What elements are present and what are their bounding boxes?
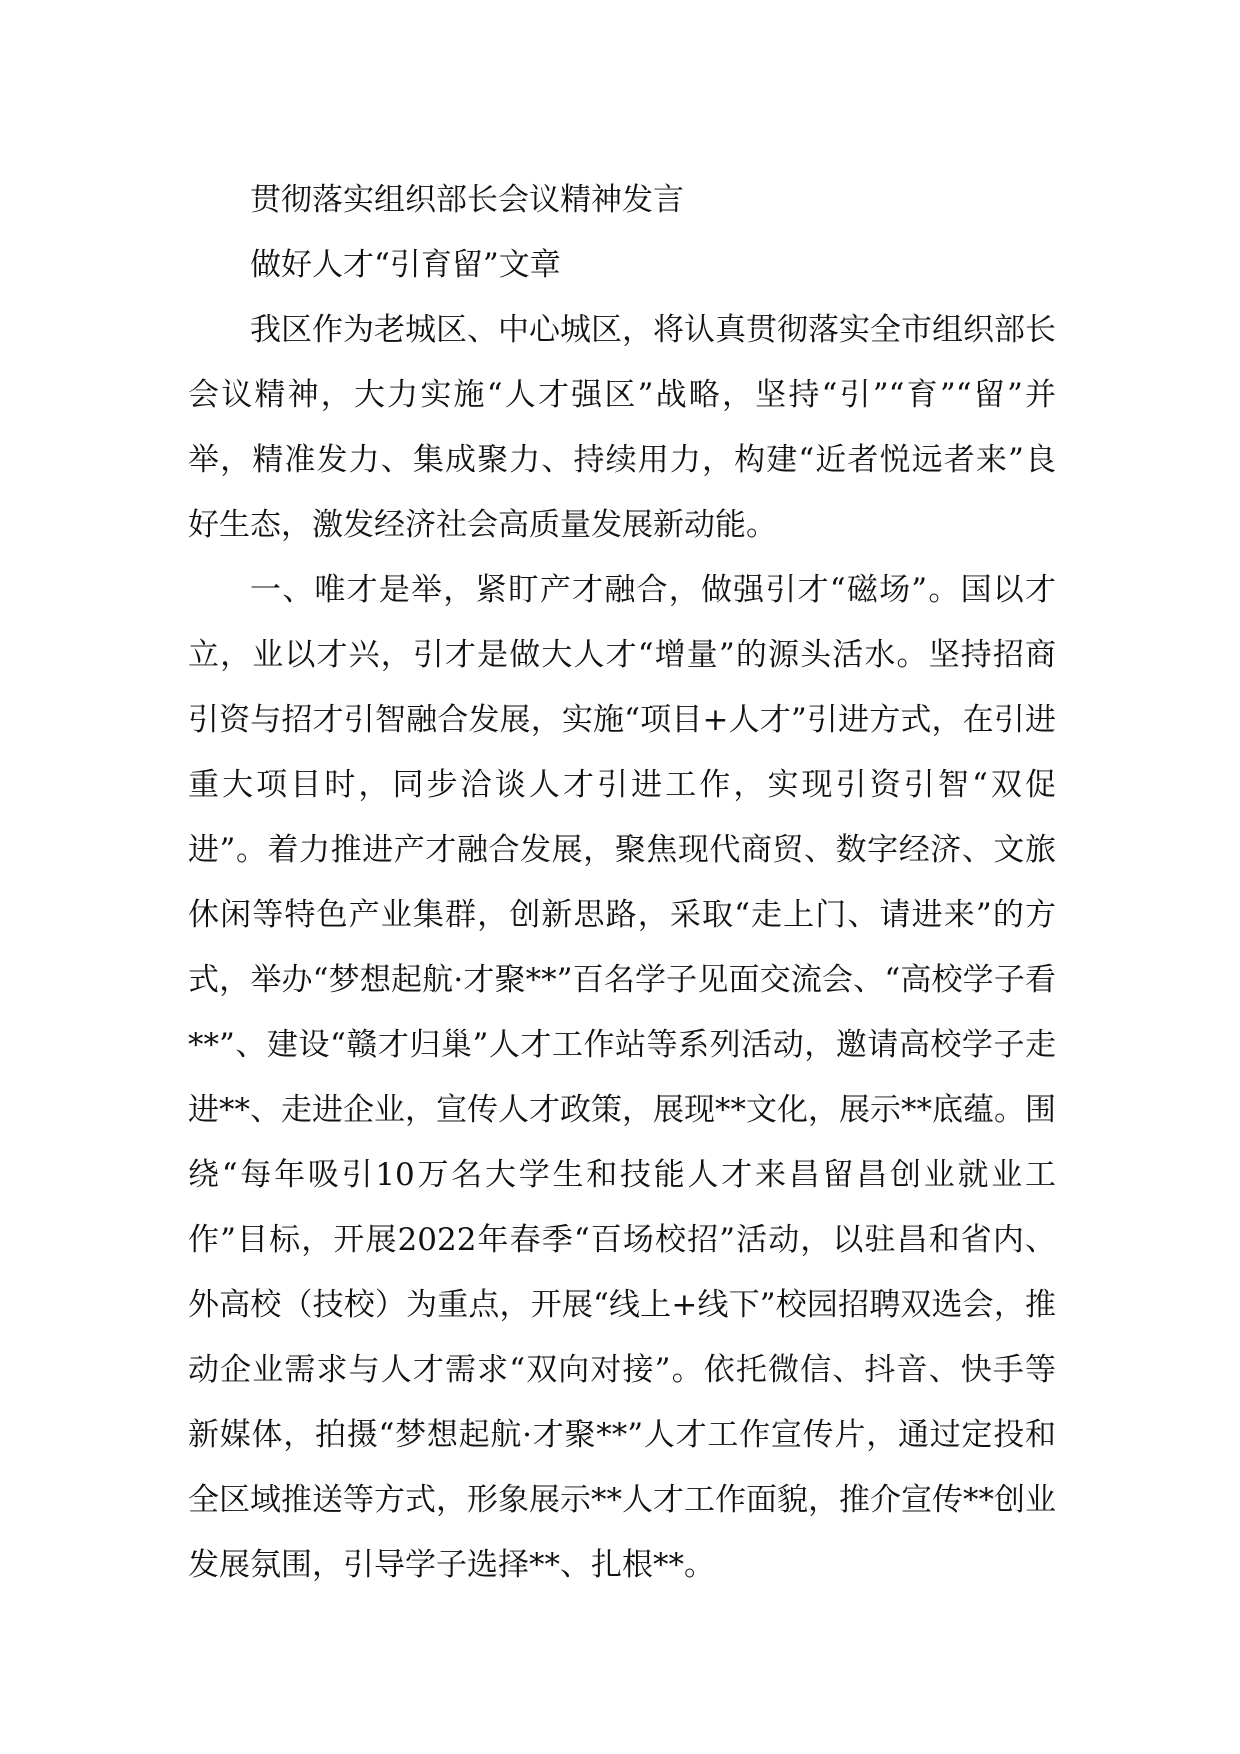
document-title: 贯彻落实组织部长会议精神发言 xyxy=(250,182,684,218)
section-one-paragraph: 一、唯才是举，紧盯产才融合，做强引才“磁场”。国以才立，业以才兴，引才是做大人才“增量”的源头活水。坚持招商引资与招才引智融合发展，实施“项目+人才”引进方式，在引进重大项目时，同步洽谈人才引进工作，实现引资引智“双促进”。着力推进产才融合发展，聚焦现代商贸、数字经济、文旅休闲等特色产业集群，创新思路，采取“走上门、请进来”的方式，举办“梦想起航·才聚**”百名学子见面交流会、“高校学子看**”、建设“赣才归巢”人才工作站等系列活动，邀请高校学子走进**、走进企业，宣传人才政策，展现**文化，展示**底蕴。围绕“每年吸引10万名大学生和技能人才来昌留昌创业就业工作”目标，开展2022年春季“百场校招”活动，以驻昌和省内、外高校（技校）为重点，开展“线上+线下”校园招聘双选会，推动企业需求与人才需求“双向对接”。依托微信、抖音、快手等新媒体，拍摄“梦想起航·才聚**”人才工作宣传片，通过定投和全区域推送等方式，形象展示**人才工作面貌，推介宣传**创业发展氛围，引导学子选择**、扎根**。 xyxy=(188,572,1056,1583)
document-body xyxy=(188,168,1056,1598)
document-subtitle: 做好人才“引育留”文章 xyxy=(250,247,561,283)
intro-paragraph: 我区作为老城区、中心城区，将认真贯彻落实全市组织部长会议精神，大力实施“人才强区”战略，坚持“引”“育”“留”并举，精准发力、集成聚力、持续用力，构建“近者悦远者来”良好生态，激发经济社会高质量发展新动能。 xyxy=(188,312,1056,543)
